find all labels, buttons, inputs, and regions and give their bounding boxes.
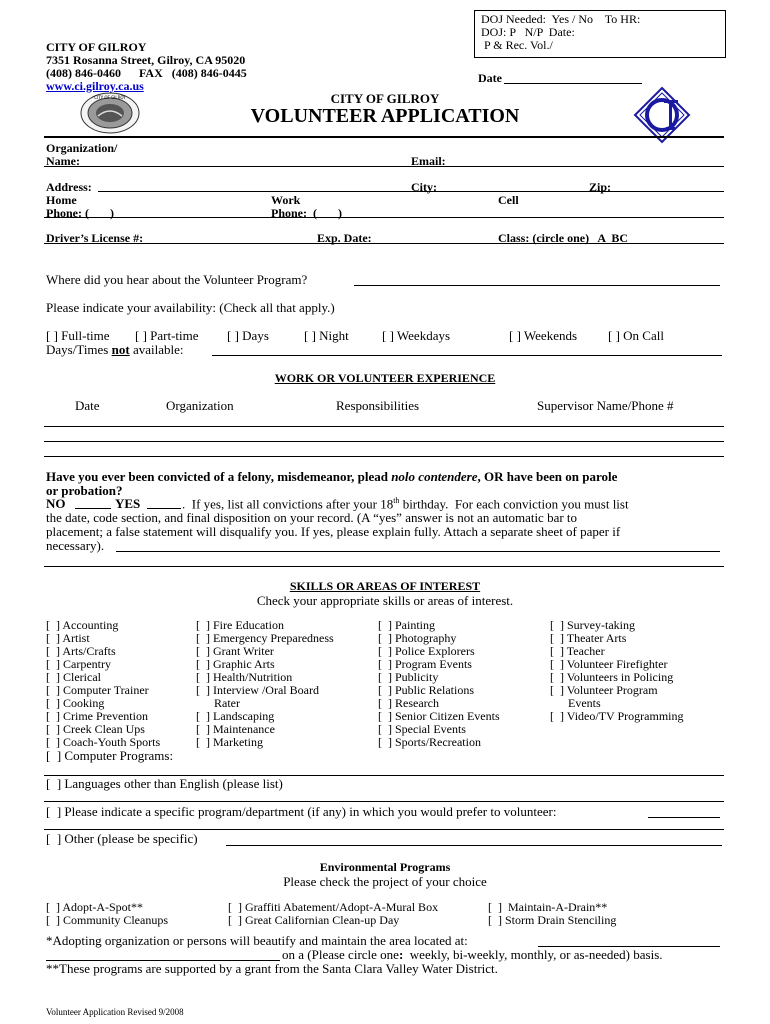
skill-other[interactable]: [ ] Other (please be specific)	[46, 831, 198, 846]
hear-about-line[interactable]	[354, 285, 720, 286]
env-storm-drain-stenciling[interactable]: [ ] Storm Drain Stenciling	[488, 913, 617, 927]
skill-volunteers-in-policing[interactable]: [ ] Volunteers in Policing	[550, 670, 674, 684]
skill-carpentry[interactable]: [ ] Carpentry	[46, 657, 111, 671]
not-available-label	[46, 342, 183, 358]
org-phone-fax: (408) 846-0460 FAX (408) 846-0445	[46, 66, 247, 80]
avail-parttime[interactable]: [ ] Part-time	[135, 328, 199, 343]
environmental-heading: Environmental Programs	[319, 860, 451, 874]
skill-photography[interactable]: [ ] Photography	[378, 631, 457, 645]
env-maintain-a-drain[interactable]: [ ] Maintain-A-Drain**	[488, 900, 608, 914]
city-title: CITY OF GILROY	[330, 91, 440, 106]
skill-maintenance[interactable]: [ ] Maintenance	[196, 722, 275, 736]
skill-accounting[interactable]: [ ] Accounting	[46, 618, 119, 632]
skill-volunteer-program[interactable]: [ ] Volunteer Program	[550, 683, 658, 697]
doj-box	[474, 10, 726, 58]
conviction-question-line2: or probation?	[46, 483, 123, 498]
skill-graphic-arts[interactable]: [ ] Graphic Arts	[196, 657, 275, 671]
conviction-explain-line-1[interactable]	[116, 551, 720, 552]
skills-subheading: Check your appropriate skills or areas of interest.	[256, 593, 514, 608]
contact-top-rule	[44, 136, 724, 138]
org-address: 7351 Rosanna Street, Gilroy, CA 95020	[46, 53, 246, 67]
skill-cooking[interactable]: [ ] Cooking	[46, 696, 105, 710]
skill-languages[interactable]: [ ] Languages other than English (please list)	[46, 776, 283, 791]
skill-health-nutrition[interactable]: [ ] Health/Nutrition	[196, 670, 293, 684]
environmental-subheading: Please check the project of your choice	[283, 874, 487, 889]
skill-special-events[interactable]: [ ] Special Events	[378, 722, 466, 736]
avail-fulltime[interactable]: [ ] Full-time	[46, 328, 110, 343]
skill-landscaping[interactable]: [ ] Landscaping	[196, 709, 275, 723]
doj-line-1: DOJ Needed: Yes / No To HR:	[481, 12, 641, 26]
skill-creek-clean-ups[interactable]: [ ] Creek Clean Ups	[46, 722, 145, 736]
conviction-question	[46, 469, 617, 485]
conviction-text-1-sup: th	[393, 496, 400, 505]
skill-video-tv-programming[interactable]: [ ] Video/TV Programming	[550, 709, 684, 723]
skill-coach-youth-sports[interactable]: [ ] Coach-Youth Sports	[46, 735, 161, 749]
skill-grant-writer[interactable]: [ ] Grant Writer	[196, 644, 274, 658]
skill-program-events[interactable]: [ ] Program Events	[378, 657, 472, 671]
skill-marketing[interactable]: [ ] Marketing	[196, 735, 263, 749]
date-line[interactable]	[504, 83, 642, 84]
skill-computer-programs[interactable]: [ ] Computer Programs:	[46, 748, 174, 763]
exp-col-date: Date	[75, 398, 100, 413]
conviction-q-italic: nolo contendere	[391, 469, 478, 484]
skill-theater-arts[interactable]: [ ] Theater Arts	[550, 631, 627, 645]
work-phone-label: Phone: ( )	[271, 206, 342, 220]
not-available-line[interactable]	[212, 355, 722, 356]
env-community-cleanups[interactable]: [ ] Community Cleanups	[46, 913, 168, 927]
env-great-californian-cleanup[interactable]: [ ] Great Californian Clean-up Day	[228, 913, 400, 927]
env-note-3: **These programs are supported by a grant from the Santa Clara Valley Water District.	[46, 961, 498, 976]
address-label: Address:	[46, 180, 92, 194]
skills-heading: SKILLS OR AREAS OF INTEREST	[289, 579, 481, 593]
date-label: Date	[478, 71, 502, 85]
skill-public-relations[interactable]: [ ] Public Relations	[378, 683, 474, 697]
skill-clerical[interactable]: [ ] Clerical	[46, 670, 101, 684]
avail-night[interactable]: [ ] Night	[304, 328, 349, 343]
home-phone-label: Phone: ( )	[46, 206, 114, 220]
exp-date-label: Exp. Date:	[317, 231, 372, 245]
home-label: Home	[46, 193, 77, 207]
avail-weekends[interactable]: [ ] Weekends	[509, 328, 578, 343]
conviction-text-2: the date, code section, and final disposition on your record. (A “yes” answer is not an automatic bar to	[46, 510, 578, 525]
class-label: Class: (circle one) A BC	[498, 231, 629, 245]
skills-col-1	[46, 619, 160, 749]
availability-question: Please indicate your availability: (Check all that apply.)	[46, 300, 335, 315]
conviction-text-1-post: birthday. For each conviction you must list	[399, 496, 629, 512]
org-label: Organization/	[46, 141, 118, 155]
skill-research[interactable]: [ ] Research	[378, 696, 439, 710]
exp-col-organization: Organization	[166, 398, 234, 413]
env-note-2-pre: on a (Please circle one	[282, 947, 399, 962]
website-link[interactable]: www.ci.gilroy.ca.us	[46, 79, 144, 93]
experience-heading: WORK OR VOLUNTEER EXPERIENCE	[274, 371, 496, 385]
name-line[interactable]	[44, 166, 724, 167]
skill-survey-taking[interactable]: [ ] Survey-taking	[550, 618, 635, 632]
not-available-post: available:	[129, 342, 184, 357]
work-label: Work	[271, 193, 301, 207]
license-label: Driver’s License #:	[46, 231, 144, 245]
skill-interview-rater: Rater	[196, 696, 240, 710]
skill-crime-prevention[interactable]: [ ] Crime Prevention	[46, 709, 148, 723]
skill-artist[interactable]: [ ] Artist	[46, 631, 90, 645]
footer-revision: Volunteer Application Revised 9/2008	[46, 1007, 184, 1017]
zip-label: Zip:	[589, 180, 612, 194]
name-label: Name:	[46, 154, 80, 168]
exp-line-2[interactable]	[44, 441, 724, 442]
phone-line[interactable]	[44, 217, 724, 218]
skill-computer-trainer[interactable]: [ ] Computer Trainer	[46, 683, 149, 697]
skill-emergency-preparedness[interactable]: [ ] Emergency Preparedness	[196, 631, 334, 645]
skill-interview-oral-board[interactable]: [ ] Interview /Oral Board	[196, 683, 319, 697]
env-note-2-bold: :	[398, 947, 404, 962]
skill-arts-crafts[interactable]: [ ] Arts/Crafts	[46, 644, 116, 658]
skills-col-3	[378, 619, 500, 749]
skill-painting[interactable]: [ ] Painting	[378, 618, 435, 632]
not-available-pre: Days/Times	[46, 342, 112, 357]
program-preference-line-1[interactable]	[648, 817, 720, 818]
languages-line[interactable]	[44, 801, 724, 802]
org-name: CITY OF GILROY	[46, 40, 147, 54]
hear-about-question: Where did you hear about the Volunteer Program?	[46, 272, 308, 287]
skill-senior-citizen-events[interactable]: [ ] Senior Citizen Events	[378, 709, 500, 723]
avail-weekdays[interactable]: [ ] Weekdays	[382, 328, 451, 343]
exp-col-supervisor: Supervisor Name/Phone #	[537, 398, 674, 413]
skills-col-4	[550, 619, 684, 723]
address-line[interactable]	[98, 191, 724, 192]
conviction-explain-line-2[interactable]	[44, 566, 724, 567]
conviction-no-line[interactable]	[75, 508, 111, 509]
other-line[interactable]	[226, 845, 722, 846]
conviction-text-3: placement; a false statement will disqualify you. If yes, please explain fully. Attach a separate sheet of paper if	[46, 524, 621, 539]
skill-publicity[interactable]: [ ] Publicity	[378, 670, 439, 684]
not-available-not: not	[111, 342, 130, 357]
doj-line-3: P & Rec. Vol./	[481, 38, 553, 52]
form-title: VOLUNTEER APPLICATION	[250, 105, 520, 127]
skills-col-2	[196, 619, 334, 749]
env-graffiti-abatement[interactable]: [ ] Graffiti Abatement/Adopt-A-Mural Box	[228, 900, 439, 914]
skill-volunteer-firefighter[interactable]: [ ] Volunteer Firefighter	[550, 657, 668, 671]
exp-col-responsibilities: Responsibilities	[336, 398, 420, 413]
env-note-2-post: weekly, bi-weekly, monthly, or as-needed) basis.	[403, 947, 663, 962]
skill-volunteer-program-events: Events	[550, 696, 601, 710]
city-label: City:	[411, 180, 437, 194]
conviction-no: NO	[46, 496, 66, 511]
skill-teacher[interactable]: [ ] Teacher	[550, 644, 605, 658]
conviction-text-4: necessary).	[46, 538, 105, 553]
exp-line-3[interactable]	[44, 456, 724, 457]
doj-line-2: DOJ: P N/P Date:	[481, 25, 575, 39]
skill-fire-education[interactable]: [ ] Fire Education	[196, 618, 284, 632]
avail-oncall[interactable]: [ ] On Call	[608, 328, 664, 343]
env-adopt-a-spot[interactable]: [ ] Adopt-A-Spot**	[46, 900, 143, 914]
cell-label: Cell	[498, 193, 519, 207]
license-line[interactable]	[44, 243, 724, 244]
svg-text:CITY OF GILROY: CITY OF GILROY	[94, 95, 126, 100]
conviction-yes: YES	[115, 496, 141, 511]
avail-days[interactable]: [ ] Days	[227, 328, 269, 343]
skill-sports-recreation[interactable]: [ ] Sports/Recreation	[378, 735, 481, 749]
exp-line-1[interactable]	[44, 426, 724, 427]
skill-police-explorers[interactable]: [ ] Police Explorers	[378, 644, 475, 658]
env-note-1: *Adopting organization or persons will beautify and maintain the area located at:	[46, 933, 468, 948]
email-label: Email:	[411, 154, 446, 168]
conviction-q-part1: Have you ever been convicted of a felony, misdemeanor, plead	[46, 469, 392, 484]
conviction-yes-line[interactable]	[147, 508, 181, 509]
skill-program-preference[interactable]: [ ] Please indicate a specific program/department (if any) in which you would prefer to volunteer:	[46, 804, 557, 819]
conviction-q-part2: , OR have been on parole	[477, 469, 618, 484]
conviction-text-1-pre: . If yes, list all convictions after your 18	[182, 496, 394, 512]
program-preference-line-2[interactable]	[44, 829, 724, 830]
